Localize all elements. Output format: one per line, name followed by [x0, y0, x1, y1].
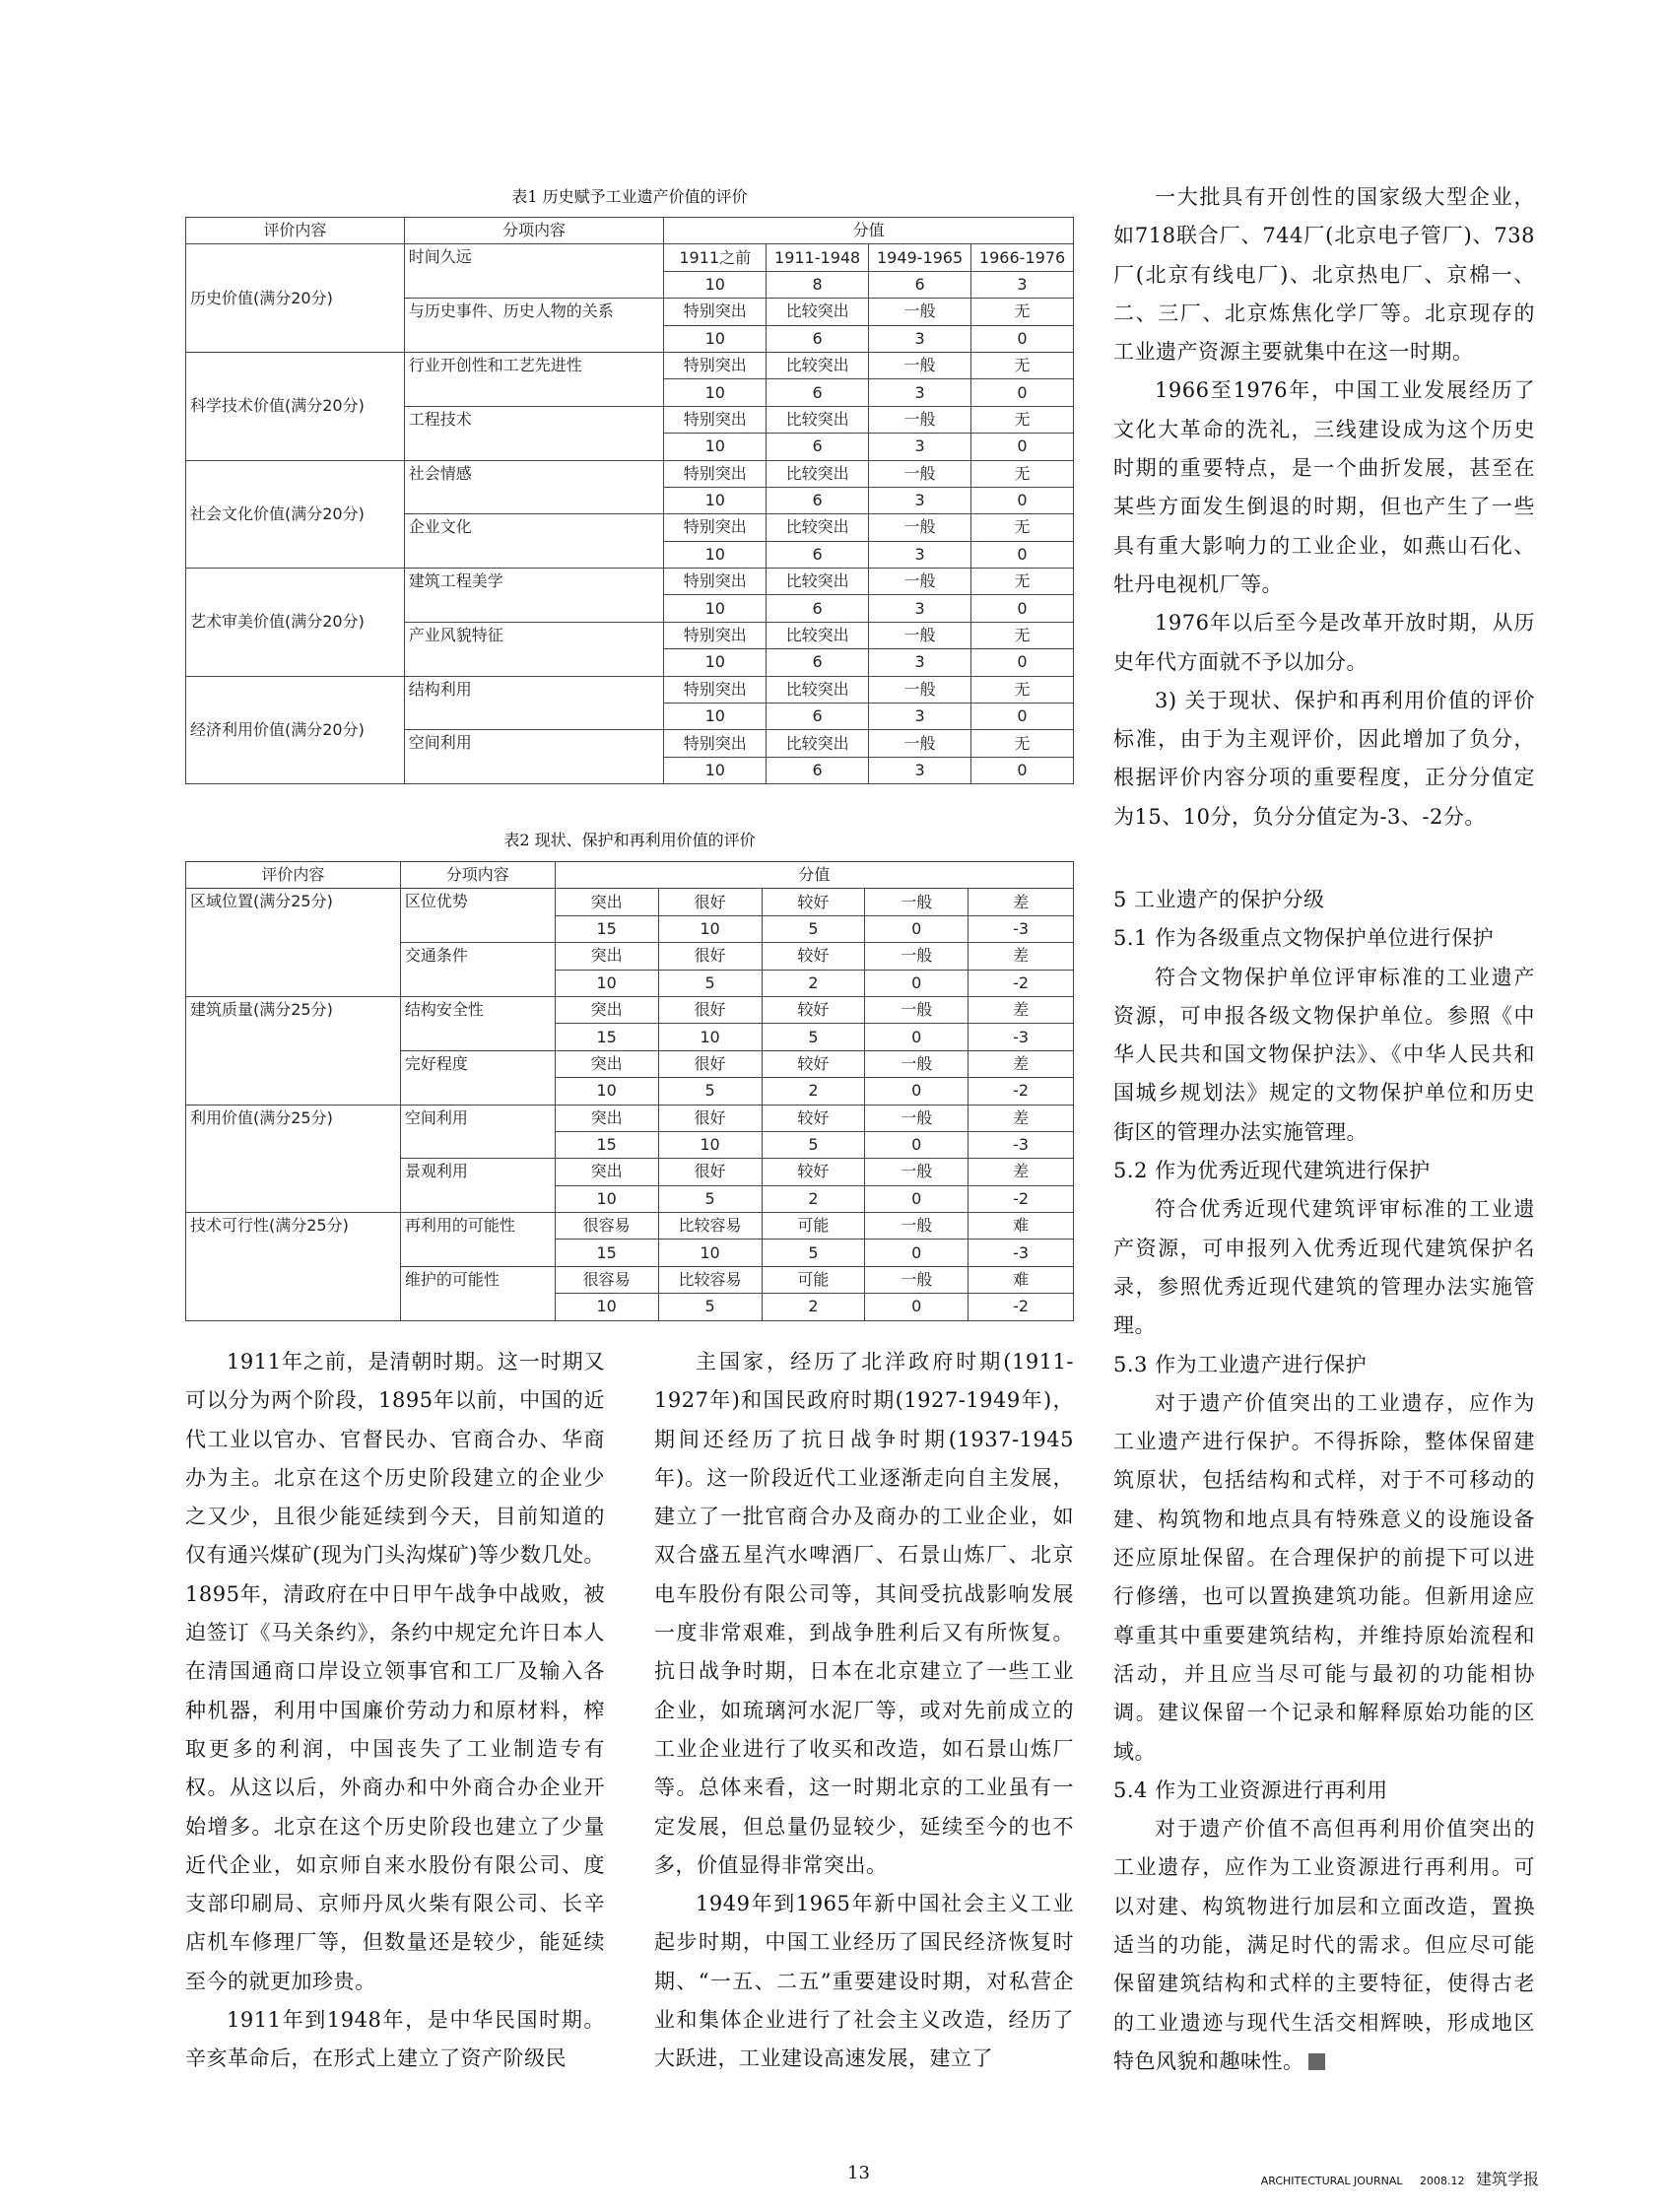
- paragraph: [654, 1885, 1074, 2078]
- table-cell: 差: [969, 1105, 1074, 1131]
- table-cell: 5: [762, 1131, 865, 1158]
- paragraph: [1113, 682, 1535, 837]
- table-cell: 历史价值(满分20分): [186, 244, 405, 353]
- paragraph: [185, 1343, 605, 2001]
- table-cell: 行业开创性和工艺先进性: [404, 352, 664, 406]
- table-cell: 无: [971, 569, 1074, 595]
- paragraph-text: 5.4 作为工业资源进行再利用: [1113, 1777, 1388, 1802]
- table-cell: 景观利用: [400, 1159, 555, 1213]
- table-cell: 0: [971, 325, 1074, 352]
- table-cell: 无: [971, 460, 1074, 487]
- table-cell: 特别突出: [664, 514, 767, 541]
- table-cell: 比较突出: [767, 460, 869, 487]
- table-cell: 1911之前: [664, 244, 767, 271]
- table-cell: 10: [664, 379, 767, 406]
- table-cell: 评价内容: [186, 218, 405, 244]
- table-row: [186, 1105, 1074, 1131]
- table-cell: 6: [767, 704, 869, 730]
- table-cell: 建筑工程美学: [404, 569, 664, 623]
- table-cell: 0: [865, 915, 969, 942]
- table-cell: 社会情感: [404, 460, 664, 514]
- table-cell: 很好: [658, 1050, 762, 1077]
- table-cell: 10: [658, 915, 762, 942]
- table-row: [186, 996, 1074, 1023]
- paragraph-text: 1949年到1965年新中国社会主义工业起步时期，中国工业经历了国民经济恢复时期、“一五、二五”重要建设时期，对私营企业和集体企业进行了社会主义改造，经历了大跃进，工业建设高速发展，建立了: [654, 1892, 1074, 2071]
- table-cell: 结构安全性: [400, 996, 555, 1050]
- table-cell: 很好: [658, 943, 762, 970]
- table-cell: 较好: [762, 996, 865, 1023]
- table-cell: 很好: [658, 1105, 762, 1131]
- table-cell: 2: [762, 1294, 865, 1320]
- table-cell: 一般: [865, 943, 969, 970]
- paragraph: [185, 2001, 605, 2079]
- table-cell: 15: [555, 915, 658, 942]
- table-cell: 10: [664, 595, 767, 622]
- table-cell: 工程技术: [404, 406, 664, 460]
- table-cell: 10: [664, 487, 767, 513]
- page-number: 13: [847, 2163, 870, 2183]
- body-column-right-top: [1113, 178, 1535, 837]
- table-cell: 比较突出: [767, 569, 869, 595]
- table-cell: 科学技术价值(满分20分): [186, 352, 405, 460]
- table-cell: 0: [865, 1024, 969, 1050]
- table-cell: 差: [969, 943, 1074, 970]
- table-cell: 6: [767, 325, 869, 352]
- table-cell: 比较突出: [767, 730, 869, 757]
- table-cell: 特别突出: [664, 676, 767, 703]
- table-cell: 0: [971, 379, 1074, 406]
- paragraph-text: 5.2 作为优秀近现代建筑进行保护: [1113, 1159, 1431, 1183]
- table-cell: 10: [664, 434, 767, 460]
- paragraph-text: 对于遗产价值突出的工业遗存，应作为工业遗产进行保护。不得拆除，整体保留建筑原状，包括结构和式样，对于不可移动的建、构筑物和地点具有特殊意义的设施设备还应原址保留。在合理保护的前提下可以进行修缮，也可以置换建筑功能。但新用途应尊重其中重要建筑结构，并维持原始流程和活动，并且应当尽可能与最初的功能相协调。建议保留一个记录和解释原始功能的区域。: [1113, 1390, 1535, 1764]
- table-cell: 无: [971, 676, 1074, 703]
- table-cell: 一般: [865, 1266, 969, 1293]
- table-cell: 10: [555, 970, 658, 996]
- table-cell: 较好: [762, 943, 865, 970]
- table-cell: 3: [869, 541, 971, 568]
- paragraph: [1113, 1384, 1535, 1772]
- table-cell: 差: [969, 889, 1074, 915]
- table-cell: 可能: [762, 1266, 865, 1293]
- table-cell: 10: [555, 1185, 658, 1212]
- table-cell: 分值: [555, 862, 1073, 889]
- table-cell: 2: [762, 970, 865, 996]
- table-cell: 6: [869, 271, 971, 298]
- table-cell: 产业风貌特征: [404, 622, 664, 676]
- table-cell: 利用价值(满分25分): [186, 1105, 401, 1213]
- paragraph: [1113, 1190, 1535, 1345]
- paragraph: [654, 1343, 1074, 1885]
- table-cell: 0: [971, 757, 1074, 783]
- paragraph-text: 对于遗产价值不高但再利用价值突出的工业遗存，应作为工业资源进行再利用。可以对建、构筑物进行加层和立面改造，置换适当的功能，满足时代的需求。但应尽可能保留建筑结构和式样的主要特征，使得古老的工业遗迹与现代生活交相辉映，形成地区特色风貌和趣味性。: [1113, 1817, 1535, 2073]
- table-cell: 较好: [762, 889, 865, 915]
- table-cell: 3: [869, 704, 971, 730]
- table-cell: 一般: [865, 1050, 969, 1077]
- table-cell: 特别突出: [664, 460, 767, 487]
- table-cell: 10: [664, 649, 767, 676]
- table-cell: 较好: [762, 1105, 865, 1131]
- table-cell: 一般: [869, 460, 971, 487]
- table-cell: 结构利用: [404, 676, 664, 730]
- table-cell: 很好: [658, 1159, 762, 1185]
- table-cell: 0: [865, 1131, 969, 1158]
- table-cell: 6: [767, 649, 869, 676]
- table-row: [186, 460, 1074, 487]
- table-cell: 6: [767, 434, 869, 460]
- table-cell: 经济利用价值(满分20分): [186, 676, 405, 784]
- end-mark-icon: [1308, 2053, 1325, 2070]
- table-cell: 比较容易: [658, 1213, 762, 1240]
- section-heading: [1113, 919, 1535, 958]
- table-cell: 特别突出: [664, 352, 767, 378]
- table-cell: 3: [869, 757, 971, 783]
- table-cell: 5: [762, 915, 865, 942]
- table-cell: 再利用的可能性: [400, 1213, 555, 1267]
- table-cell: 差: [969, 996, 1074, 1023]
- table-cell: 0: [971, 704, 1074, 730]
- table-cell: 10: [664, 757, 767, 783]
- table-cell: 0: [971, 434, 1074, 460]
- table-cell: 很好: [658, 889, 762, 915]
- table-cell: 10: [658, 1131, 762, 1158]
- table-cell: 10: [658, 1024, 762, 1050]
- table-cell: 可能: [762, 1213, 865, 1240]
- table-cell: 2: [762, 1185, 865, 1212]
- table-cell: 5: [658, 970, 762, 996]
- table-cell: 6: [767, 757, 869, 783]
- table-cell: 3: [869, 325, 971, 352]
- paragraph-text: 5.3 作为工业遗产进行保护: [1113, 1352, 1368, 1376]
- table-cell: 社会文化价值(满分20分): [186, 460, 405, 569]
- table-cell: 6: [767, 541, 869, 568]
- table-cell: 突出: [555, 996, 658, 1023]
- table-row: [186, 889, 1074, 915]
- table-cell: 15: [555, 1131, 658, 1158]
- table-cell: 无: [971, 514, 1074, 541]
- paragraph-text: 1976年以后至今是改革开放时期，从历史年代方面就不予以加分。: [1113, 611, 1535, 674]
- table-cell: 5: [762, 1240, 865, 1266]
- table-cell: 5: [658, 1078, 762, 1105]
- table-cell: 5: [762, 1024, 865, 1050]
- table-cell: 难: [969, 1213, 1074, 1240]
- table-cell: 很好: [658, 996, 762, 1023]
- paragraph-text: 主国家，经历了北洋政府时期(1911-1927年)和国民政府时期(1927-1949年)，期间还经历了抗日战争时期(1937-1945年)。这一阶段近代工业逐渐走向自主发展，建立了一批官商合办及商办的工业企业，如双合盛五星汽水啤酒厂、石景山炼厂、北京电车股份有限公司等，其间受抗战影响发展一度非常艰难，到战争胜利后又有所恢复。抗日战争时期，日本在北京建立了一些工业企业，如琉璃河水泥厂等，或对先前成立的工业企业进行了收买和改造，如石景山炼厂等。总体来看，这一时期北京的工业虽有一定发展，但总量仍显较少，延续至今的也不多，价值显得非常突出。: [654, 1350, 1074, 1877]
- table-cell: 5: [658, 1294, 762, 1320]
- table-row: [186, 352, 1074, 378]
- table-cell: 0: [971, 595, 1074, 622]
- table-cell: 艺术审美价值(满分20分): [186, 569, 405, 677]
- section-heading: [1113, 1152, 1535, 1190]
- journal-name-cn: 建筑学报: [1475, 2170, 1539, 2188]
- table-cell: 无: [971, 730, 1074, 757]
- table-cell: 一般: [869, 622, 971, 648]
- body-column-middle: [654, 1343, 1074, 2079]
- table-cell: 10: [664, 271, 767, 298]
- table-cell: 一般: [869, 730, 971, 757]
- table-cell: 3: [869, 379, 971, 406]
- table-cell: 比较容易: [658, 1266, 762, 1293]
- table-cell: 10: [658, 1240, 762, 1266]
- table2: [185, 861, 1074, 1321]
- table-cell: 0: [971, 649, 1074, 676]
- table-cell: 0: [865, 970, 969, 996]
- table-cell: 时间久远: [404, 244, 664, 299]
- table-cell: 10: [555, 1294, 658, 1320]
- table-cell: -2: [969, 1078, 1074, 1105]
- section-heading: [1113, 881, 1535, 919]
- table-cell: 10: [664, 704, 767, 730]
- table-cell: -3: [969, 1131, 1074, 1158]
- table-cell: 一般: [869, 569, 971, 595]
- journal-issue: 2008.12: [1419, 2175, 1465, 2187]
- table-cell: -3: [969, 1240, 1074, 1266]
- table1-caption: 表1 历史赋予工业遗产价值的评价: [511, 187, 748, 206]
- table-cell: 一般: [865, 1213, 969, 1240]
- table-row: [186, 1213, 1074, 1240]
- table-cell: 难: [969, 1266, 1074, 1293]
- table-cell: 一般: [865, 1159, 969, 1185]
- table-cell: 特别突出: [664, 299, 767, 325]
- table-cell: 比较突出: [767, 406, 869, 433]
- table-cell: 维护的可能性: [400, 1266, 555, 1320]
- table-cell: 差: [969, 1159, 1074, 1185]
- table-cell: 10: [664, 325, 767, 352]
- paragraph-text: 符合文物保护单位评审标准的工业遗产资源，可申报各级文物保护单位。参照《中华人民共和国文物保护法》、《中华人民共和国城乡规划法》规定的文物保护单位和历史街区的管理办法实施管理。: [1113, 965, 1535, 1144]
- paragraph: [1113, 371, 1535, 604]
- table-cell: 1911-1948: [767, 244, 869, 271]
- table1: [185, 217, 1074, 784]
- paragraph: [1113, 604, 1535, 682]
- table-cell: 技术可行性(满分25分): [186, 1213, 401, 1321]
- journal-name-en: ARCHITECTURAL JOURNAL: [1260, 2175, 1403, 2187]
- table-cell: 2: [762, 1078, 865, 1105]
- table-cell: 0: [865, 1185, 969, 1212]
- table-cell: 特别突出: [664, 406, 767, 433]
- table-cell: 一般: [869, 514, 971, 541]
- table-row: [186, 244, 1074, 271]
- table-cell: 一般: [869, 676, 971, 703]
- table-cell: 比较突出: [767, 514, 869, 541]
- table-cell: -2: [969, 1185, 1074, 1212]
- table-cell: 空间利用: [404, 730, 664, 784]
- table-cell: 较好: [762, 1159, 865, 1185]
- table-cell: 分项内容: [400, 862, 555, 889]
- body-column-right-bottom: [1113, 881, 1535, 2081]
- table-cell: 交通条件: [400, 943, 555, 997]
- paragraph-text: 5 工业遗产的保护分级: [1113, 888, 1325, 911]
- table-cell: 特别突出: [664, 622, 767, 648]
- table-cell: 很容易: [555, 1213, 658, 1240]
- table-cell: 5: [658, 1185, 762, 1212]
- table-cell: -2: [969, 1294, 1074, 1320]
- table-cell: 特别突出: [664, 730, 767, 757]
- table-cell: 比较突出: [767, 299, 869, 325]
- table-cell: 6: [767, 595, 869, 622]
- table-cell: 突出: [555, 1105, 658, 1131]
- paragraph: [1113, 959, 1535, 1152]
- table-cell: 15: [555, 1024, 658, 1050]
- journal-footer: [1261, 2167, 1539, 2189]
- table-cell: 一般: [869, 352, 971, 378]
- table-row: [186, 862, 1074, 889]
- table-cell: 无: [971, 622, 1074, 648]
- table-cell: 3: [869, 487, 971, 513]
- table-cell: 比较突出: [767, 676, 869, 703]
- table-cell: 一般: [865, 889, 969, 915]
- table-cell: 1949-1965: [869, 244, 971, 271]
- table-cell: -2: [969, 970, 1074, 996]
- table-cell: 突出: [555, 1159, 658, 1185]
- table-cell: 3: [869, 434, 971, 460]
- body-column-left: [185, 1343, 605, 2079]
- table-cell: 分值: [664, 218, 1074, 244]
- paragraph-text: 1911年之前，是清朝时期。这一时期又可以分为两个阶段，1895年以前，中国的近代工业以官办、官督民办、官商合办、华商办为主。北京在这个历史阶段建立的企业少之又少，且很少能延续到今天，目前知道的仅有通兴煤矿(现为门头沟煤矿)等少数几处。1895年，清政府在中日甲午战争中战败，被迫签订《马关条约》，条约中规定允许日本人在清国通商口岸设立领事官和工厂及输入各种机器，利用中国廉价劳动力和原材料，榨取更多的利润，中国丧失了工业制造专有权。从这以后，外商办和中外商合办企业开始增多。北京在这个历史阶段也建立了少量近代企业，如京师自来水股份有限公司、度支部印刷局、京师丹凤火柴有限公司、长辛店机车修理厂等，但数量还是较少，能延续至今的就更加珍贵。: [185, 1350, 605, 1993]
- table-cell: 15: [555, 1240, 658, 1266]
- paragraph: [1113, 178, 1535, 371]
- table-cell: 0: [865, 1294, 969, 1320]
- table-cell: 6: [767, 379, 869, 406]
- table-cell: 特别突出: [664, 569, 767, 595]
- section-heading: [1113, 1772, 1535, 1810]
- paragraph-text: 1966至1976年，中国工业发展经历了文化大革命的洗礼，三线建设成为这个历史时期的重要特点，是一个曲折发展，甚至在某些方面发生倒退的时期，但也产生了一些具有重大影响力的工业企业，如燕山石化、牡丹电视机厂等。: [1113, 378, 1535, 596]
- table-cell: 10: [664, 541, 767, 568]
- table-cell: 突出: [555, 943, 658, 970]
- table-cell: 突出: [555, 1050, 658, 1077]
- table2-caption: 表2 现状、保护和再利用价值的评价: [503, 831, 756, 849]
- table-cell: 无: [971, 299, 1074, 325]
- table-cell: 3: [869, 649, 971, 676]
- table-cell: 比较突出: [767, 352, 869, 378]
- paragraph-text: 5.1 作为各级重点文物保护单位进行保护: [1113, 926, 1495, 951]
- table-cell: 分项内容: [404, 218, 664, 244]
- table-cell: 比较突出: [767, 622, 869, 648]
- paragraph: [1113, 1810, 1535, 2081]
- table-cell: 评价内容: [186, 862, 401, 889]
- table-cell: 空间利用: [400, 1105, 555, 1159]
- table-cell: 一般: [869, 299, 971, 325]
- table-cell: 10: [555, 1078, 658, 1105]
- paragraph-text: 符合优秀近现代建筑评审标准的工业遗产资源，可申报列入优秀近现代建筑保护名录，参照优秀近现代建筑的管理办法实施管理。: [1113, 1197, 1535, 1338]
- table-cell: 0: [865, 1078, 969, 1105]
- table-cell: 0: [865, 1240, 969, 1266]
- table-cell: 无: [971, 352, 1074, 378]
- table-cell: 无: [971, 406, 1074, 433]
- table-cell: 很容易: [555, 1266, 658, 1293]
- table-cell: 差: [969, 1050, 1074, 1077]
- table-cell: 3: [971, 271, 1074, 298]
- table-cell: 完好程度: [400, 1050, 555, 1105]
- table-cell: 较好: [762, 1050, 865, 1077]
- table-row: [186, 676, 1074, 703]
- table-cell: 区域位置(满分25分): [186, 889, 401, 997]
- table-row: [186, 218, 1074, 244]
- paragraph-text: 一大批具有开创性的国家级大型企业，如718联合厂、744厂(北京电子管厂)、738厂(北京有线电厂)、北京热电厂、京棉一、二、三厂、北京炼焦化学厂等。北京现存的工业遗产资源主要就集中在这一时期。: [1113, 185, 1535, 365]
- table-cell: 突出: [555, 889, 658, 915]
- paragraph-text: 1911年到1948年，是中华民国时期。辛亥革命后，在形式上建立了资产阶级民: [185, 2008, 605, 2071]
- table-cell: -3: [969, 915, 1074, 942]
- table-cell: 6: [767, 487, 869, 513]
- table-cell: -3: [969, 1024, 1074, 1050]
- table-row: [186, 569, 1074, 595]
- section-heading: [1113, 1346, 1535, 1384]
- table-cell: 0: [971, 541, 1074, 568]
- table-cell: 0: [971, 487, 1074, 513]
- table-cell: 与历史事件、历史人物的关系: [404, 299, 664, 353]
- table-cell: 8: [767, 271, 869, 298]
- table-cell: 企业文化: [404, 514, 664, 569]
- table-cell: 3: [869, 595, 971, 622]
- table-cell: 一般: [865, 996, 969, 1023]
- table-cell: 一般: [869, 406, 971, 433]
- paragraph-text: 3) 关于现状、保护和再利用价值的评价标准，由于为主观评价，因此增加了负分，根据评价内容分项的重要程度，正分分值定为15、10分，负分分值定为-3、-2分。: [1113, 688, 1535, 829]
- table-cell: 建筑质量(满分25分): [186, 996, 401, 1105]
- table-cell: 区位优势: [400, 889, 555, 943]
- table-cell: 一般: [865, 1105, 969, 1131]
- table-cell: 1966-1976: [971, 244, 1074, 271]
